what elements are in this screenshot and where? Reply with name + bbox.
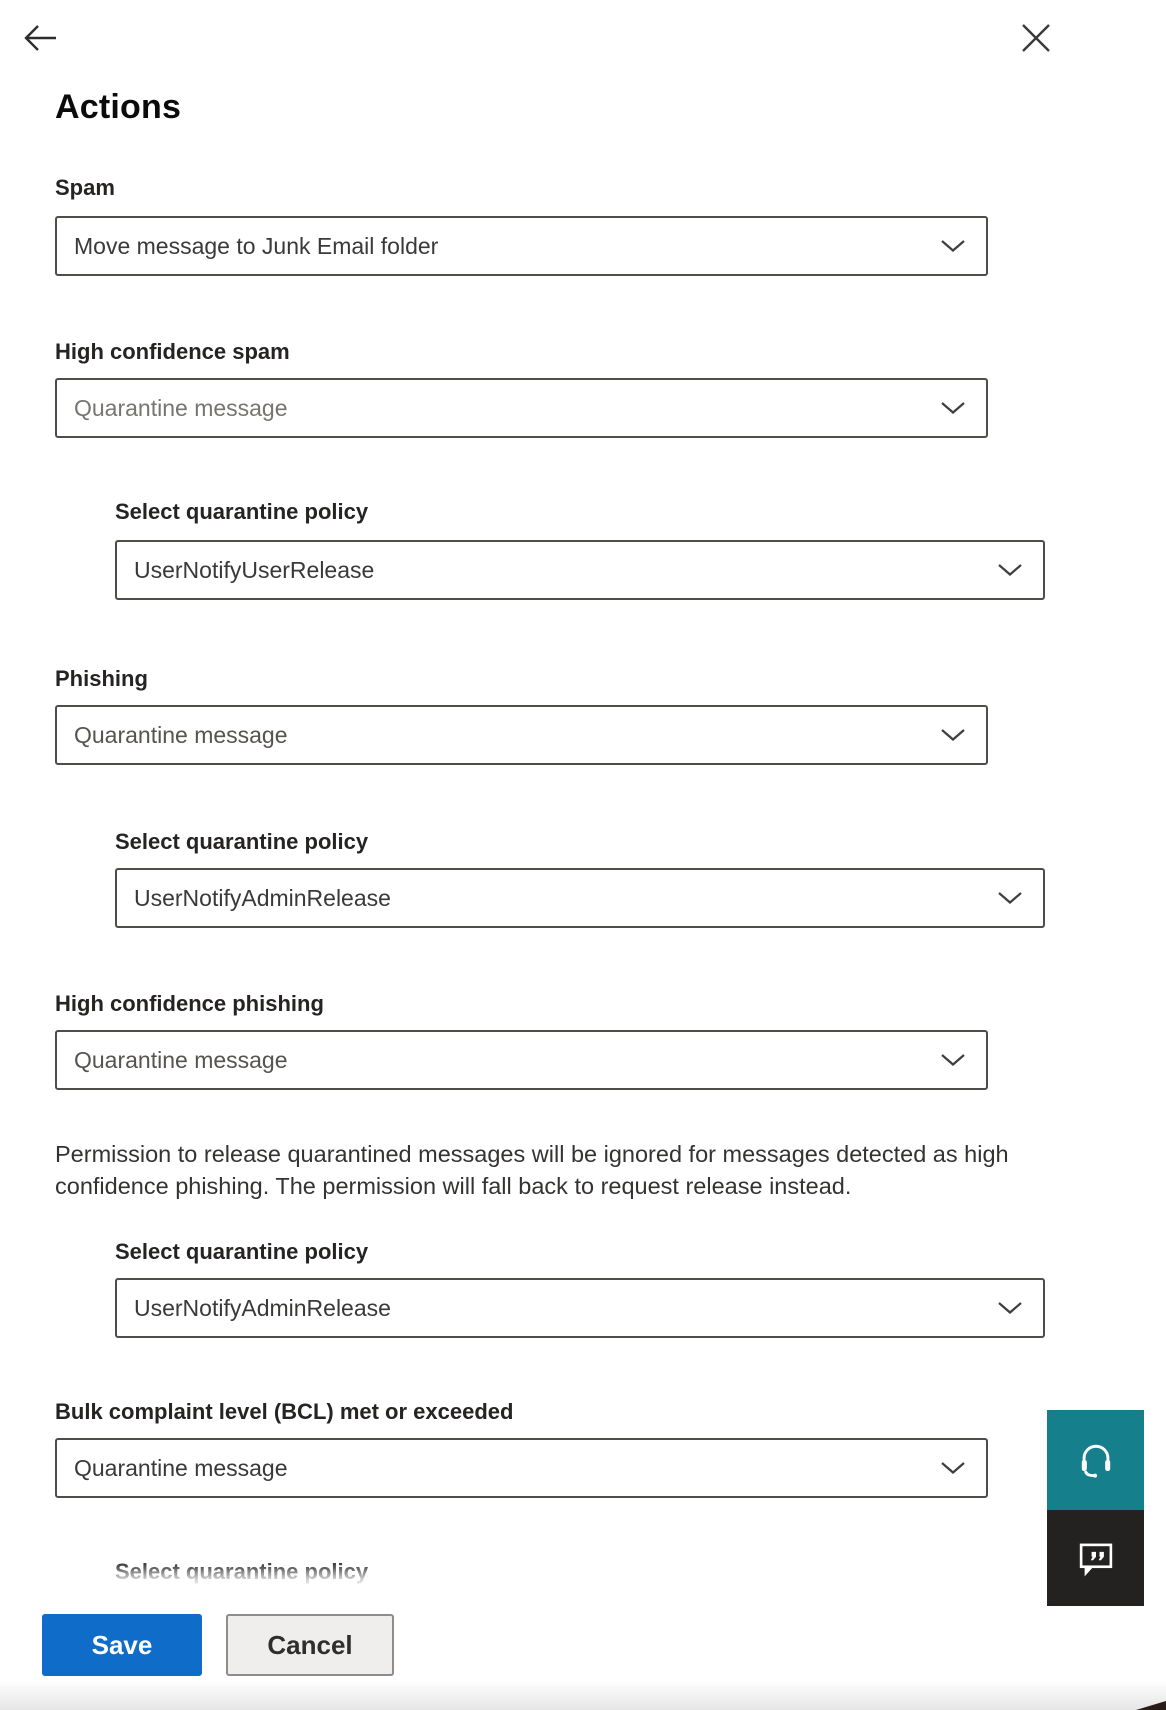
bcl-label: Bulk complaint level (BCL) met or exceeded [55, 1399, 514, 1424]
phishing-dropdown-value: Quarantine message [74, 721, 288, 748]
hcp-quarantine-policy-label: Select quarantine policy [115, 1239, 369, 1264]
high-confidence-spam-dropdown[interactable] [55, 378, 988, 438]
chevron-down-icon [940, 1053, 966, 1067]
cancel-button[interactable]: Cancel [226, 1614, 394, 1676]
chevron-down-icon [997, 891, 1023, 905]
hcp-quarantine-policy-value: UserNotifyAdminRelease [134, 1294, 391, 1321]
feedback-button[interactable] [1047, 1510, 1144, 1606]
chevron-down-icon [940, 1461, 966, 1475]
feedback-comment-icon [1075, 1537, 1117, 1579]
spam-dropdown[interactable] [55, 216, 988, 276]
bcl-dropdown[interactable] [55, 1438, 988, 1498]
phishing-quarantine-policy-value: UserNotifyAdminRelease [134, 884, 391, 911]
hcs-quarantine-policy-value: UserNotifyUserRelease [134, 556, 375, 583]
chevron-down-icon [997, 563, 1023, 577]
help-button[interactable] [1047, 1410, 1144, 1510]
chevron-down-icon [940, 239, 966, 253]
phishing-quarantine-policy-dropdown[interactable] [115, 868, 1045, 928]
phishing-quarantine-policy-label: Select quarantine policy [115, 829, 369, 854]
page-title: Actions [55, 88, 182, 126]
hcs-quarantine-policy-label: Select quarantine policy [115, 499, 369, 524]
headset-icon [1074, 1438, 1118, 1482]
chevron-down-icon [997, 1301, 1023, 1315]
high-confidence-spam-label: High confidence spam [55, 339, 290, 364]
high-confidence-phishing-dropdown-value: Quarantine message [74, 1046, 288, 1073]
high-confidence-phishing-dropdown[interactable] [55, 1030, 988, 1090]
phishing-dropdown[interactable] [55, 705, 988, 765]
chevron-down-icon [940, 401, 966, 415]
hcp-permission-note: Permission to release quarantined messages will be ignored for messages detected as high confidence phishing. The permission will fall back to request release instead. [55, 1141, 1009, 1199]
spam-dropdown-value: Move message to Junk Email folder [74, 232, 439, 259]
chevron-down-icon [940, 728, 966, 742]
bcl-quarantine-policy-label: Select quarantine policy [115, 1559, 369, 1584]
phishing-label: Phishing [55, 666, 148, 691]
high-confidence-spam-dropdown-value: Quarantine message [74, 394, 288, 421]
hcp-quarantine-policy-dropdown[interactable] [115, 1278, 1045, 1338]
hcs-quarantine-policy-dropdown[interactable] [115, 540, 1045, 600]
save-button[interactable]: Save [42, 1614, 202, 1676]
high-confidence-phishing-label: High confidence phishing [55, 991, 324, 1016]
bcl-dropdown-value: Quarantine message [74, 1454, 288, 1481]
spam-label: Spam [55, 175, 115, 200]
footer-bar [0, 1584, 1166, 1710]
